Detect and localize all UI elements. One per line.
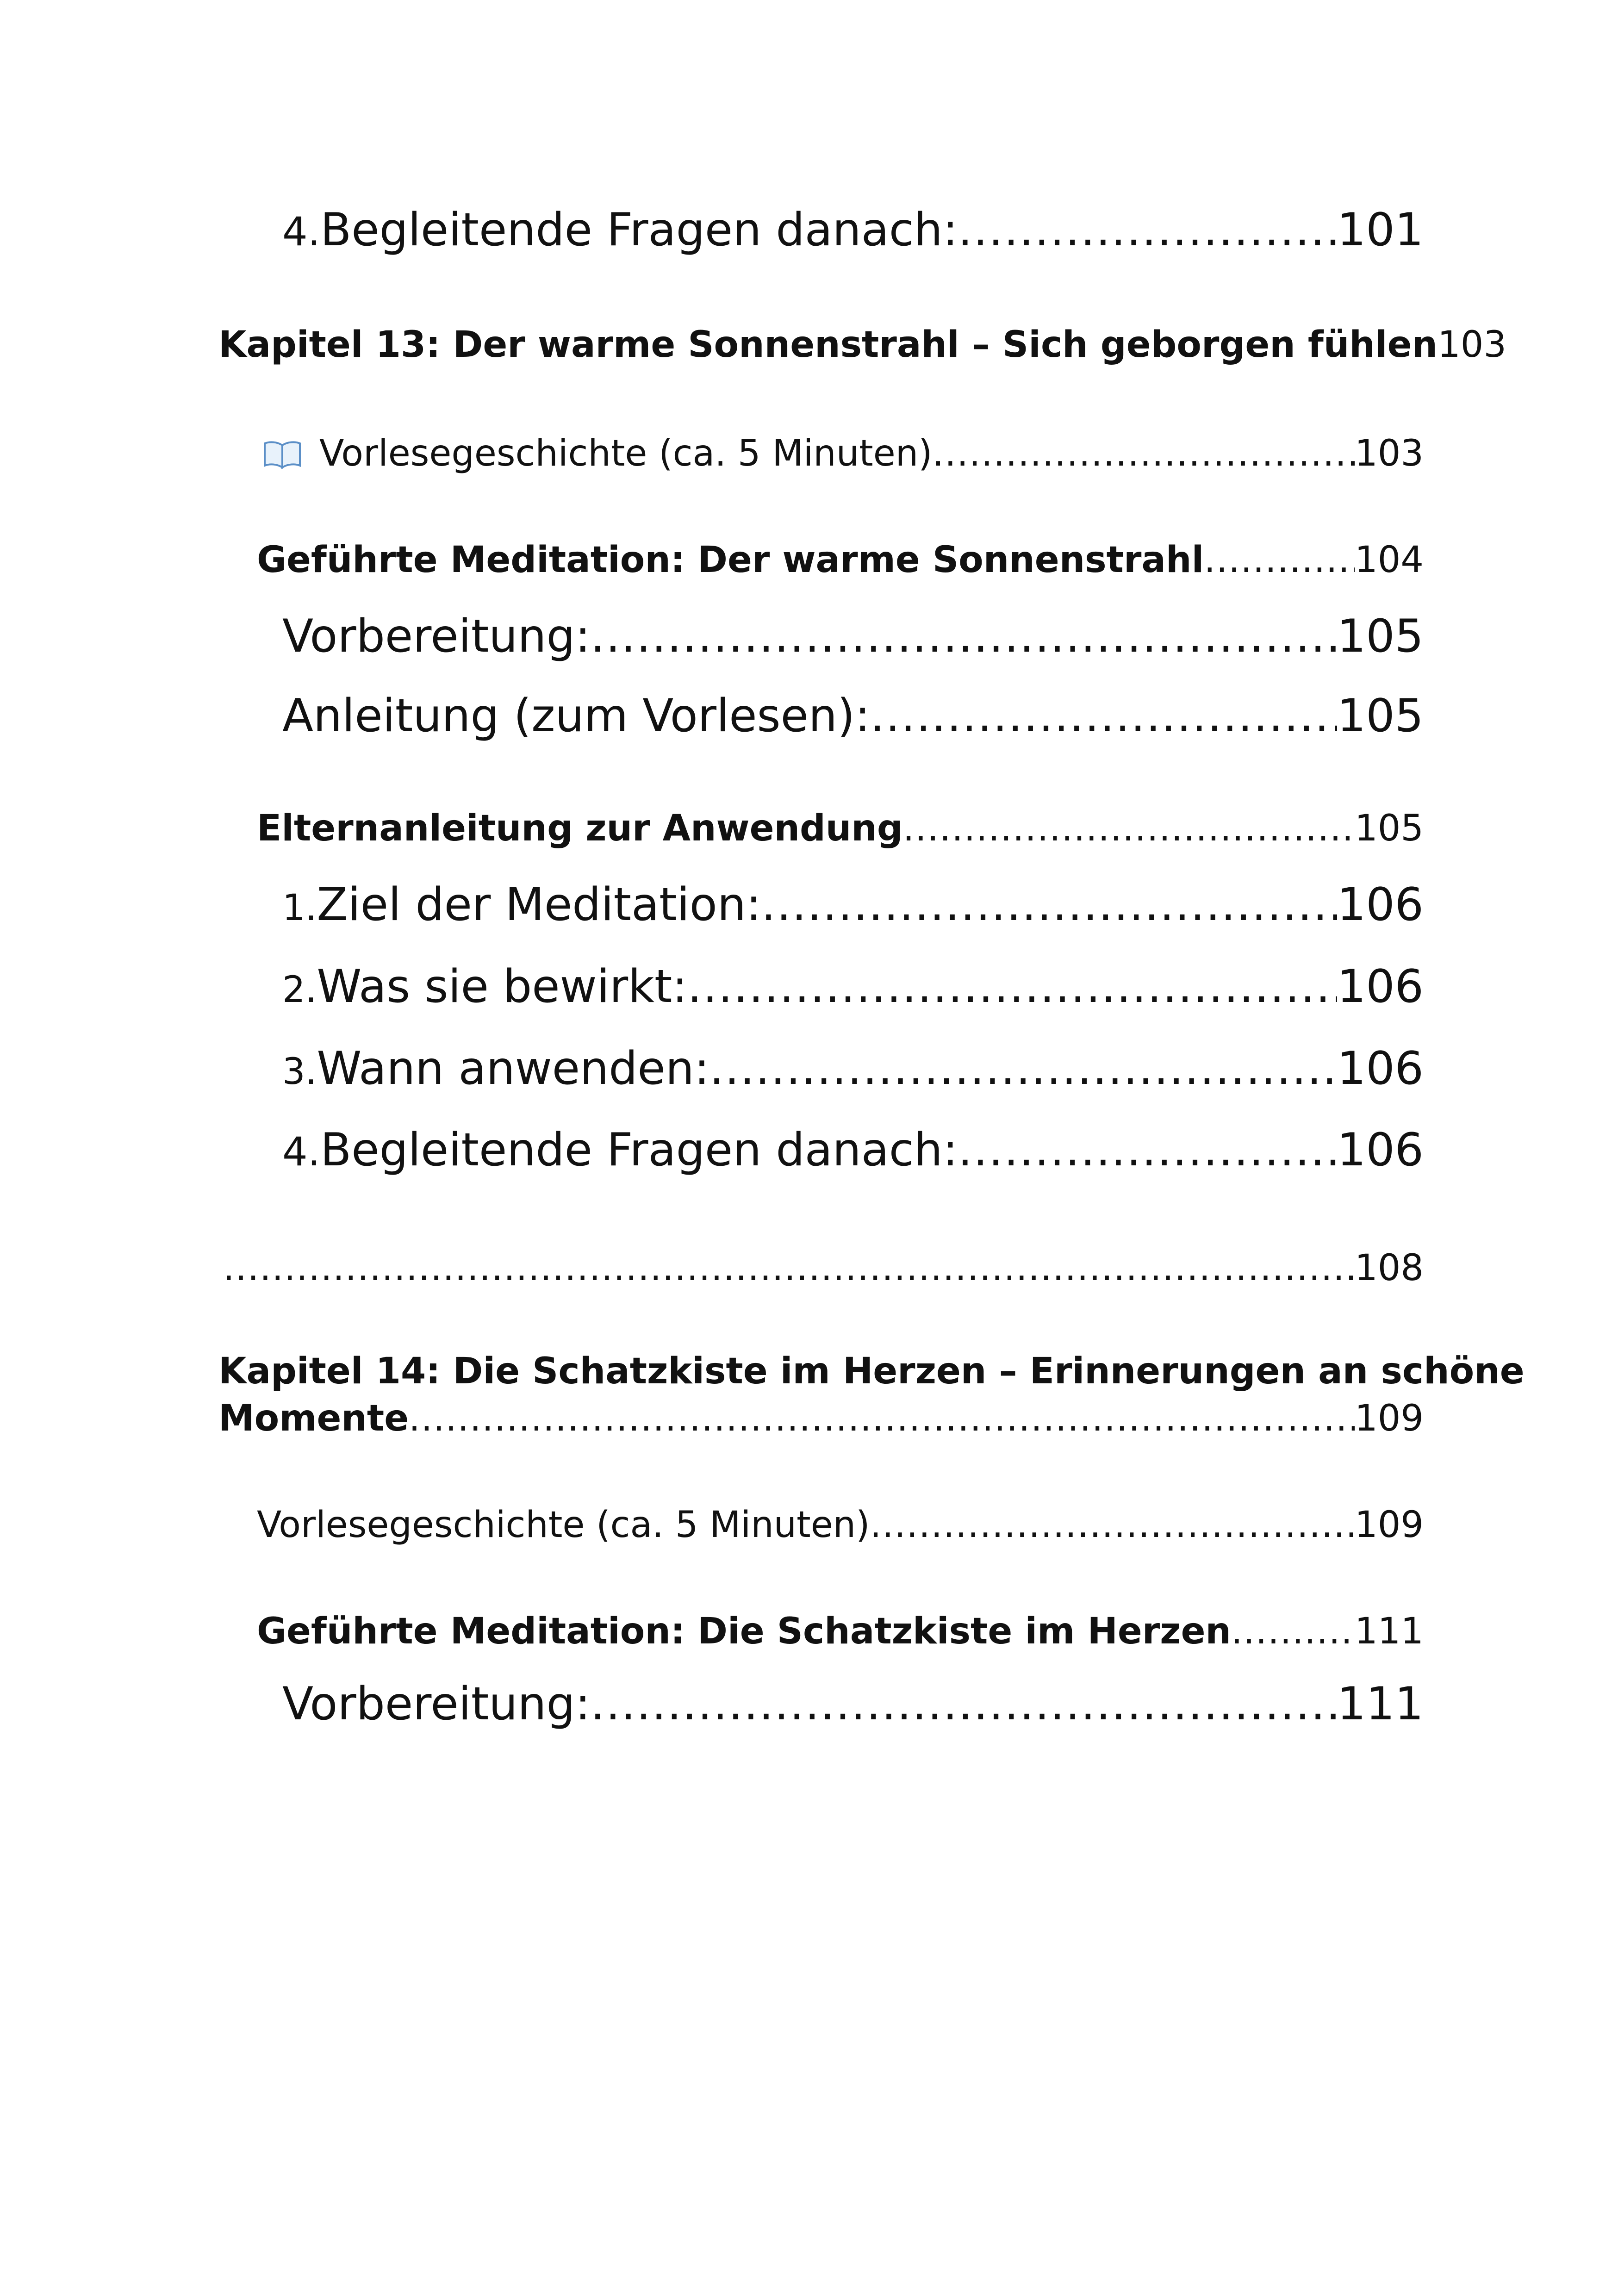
page-number: 105 <box>1355 808 1424 849</box>
dot-leader <box>958 1124 1337 1176</box>
section-title: Elternanleitung zur Anwendung <box>257 808 903 849</box>
dot-leader <box>409 1398 1355 1439</box>
toc-entry[interactable] <box>282 878 1424 939</box>
chapter-title-line2: Momente <box>218 1398 409 1439</box>
entry-title: Wann anwenden: <box>317 1042 709 1095</box>
list-number: 4. <box>282 209 321 255</box>
dot-leader <box>870 1504 1355 1546</box>
dot-leader <box>591 1678 1337 1730</box>
page-number: 104 <box>1355 539 1424 581</box>
page-number: 111 <box>1355 1611 1424 1652</box>
dot-leader <box>870 690 1337 742</box>
entry-title: Begleitende Fragen danach: <box>320 204 958 256</box>
toc-entry-chapter[interactable] <box>218 1350 1525 1439</box>
dot-leader <box>933 433 1355 474</box>
dot-leader <box>223 1247 1355 1289</box>
page-number: 103 <box>1355 433 1424 474</box>
page-number: 109 <box>1355 1398 1424 1439</box>
toc-entry[interactable] <box>282 204 1424 264</box>
entry-title: Ziel der Meditation: <box>317 878 761 931</box>
open-book-icon <box>263 436 302 465</box>
entry-title: Vorbereitung: <box>282 1678 591 1730</box>
dot-leader <box>687 960 1337 1013</box>
chapter-title: Kapitel 13: Der warme Sonnenstrahl – Sich geborgen fühlen <box>218 324 1438 366</box>
toc-entry-chapter[interactable] <box>218 324 1506 370</box>
entry-title: Vorlesegeschichte (ca. 5 Minuten) <box>319 433 933 474</box>
page-number: 106 <box>1337 878 1424 931</box>
page-number: 101 <box>1337 204 1424 256</box>
page-number: 108 <box>1355 1247 1424 1289</box>
toc-entry-section[interactable] <box>257 539 1424 585</box>
chapter-title-line1: Kapitel 14: Die Schatzkiste im Herzen – Erinnerungen an schöne <box>218 1350 1525 1392</box>
toc-entry[interactable] <box>257 1504 1424 1550</box>
entry-title: Was sie bewirkt: <box>317 960 688 1013</box>
list-number: 4. <box>282 1129 321 1175</box>
toc-entry[interactable] <box>282 1678 1424 1738</box>
page-number: 106 <box>1337 1124 1424 1176</box>
toc-entry[interactable] <box>282 1124 1424 1184</box>
page-number: 106 <box>1337 960 1424 1013</box>
toc-entry[interactable] <box>282 690 1424 750</box>
toc-entry-section[interactable] <box>257 1611 1424 1657</box>
dot-leader <box>903 808 1355 849</box>
entry-title: Begleitende Fragen danach: <box>320 1124 958 1176</box>
dot-leader <box>591 610 1337 663</box>
toc-entry[interactable] <box>263 433 1424 479</box>
toc-entry-section[interactable] <box>257 808 1424 854</box>
page-number: 106 <box>1337 1042 1424 1095</box>
toc-entry[interactable] <box>282 1042 1424 1102</box>
list-number: 2. <box>282 969 317 1011</box>
entry-title: Vorbereitung: <box>282 610 591 663</box>
page-number: 105 <box>1337 610 1424 663</box>
dot-leader <box>1204 539 1355 581</box>
entry-title: Vorlesegeschichte (ca. 5 Minuten) <box>257 1504 870 1546</box>
list-number: 3. <box>282 1051 317 1093</box>
page-number: 111 <box>1337 1678 1424 1730</box>
entry-title: Anleitung (zum Vorlesen): <box>282 690 871 742</box>
dot-leader <box>958 204 1337 256</box>
page-number: 103 <box>1438 324 1506 366</box>
page-number: 109 <box>1355 1504 1424 1546</box>
dot-leader <box>709 1042 1337 1095</box>
section-title: Geführte Meditation: Der warme Sonnenstrahl <box>257 539 1204 581</box>
toc-entry[interactable] <box>282 960 1424 1020</box>
page-number: 105 <box>1337 690 1424 742</box>
section-title: Geführte Meditation: Die Schatzkiste im Herzen <box>257 1611 1232 1652</box>
toc-entry[interactable] <box>282 610 1424 670</box>
dot-leader <box>1231 1611 1355 1652</box>
dot-leader <box>761 878 1337 931</box>
toc-entry-untitled[interactable] <box>223 1247 1424 1294</box>
list-number: 1. <box>282 887 317 929</box>
